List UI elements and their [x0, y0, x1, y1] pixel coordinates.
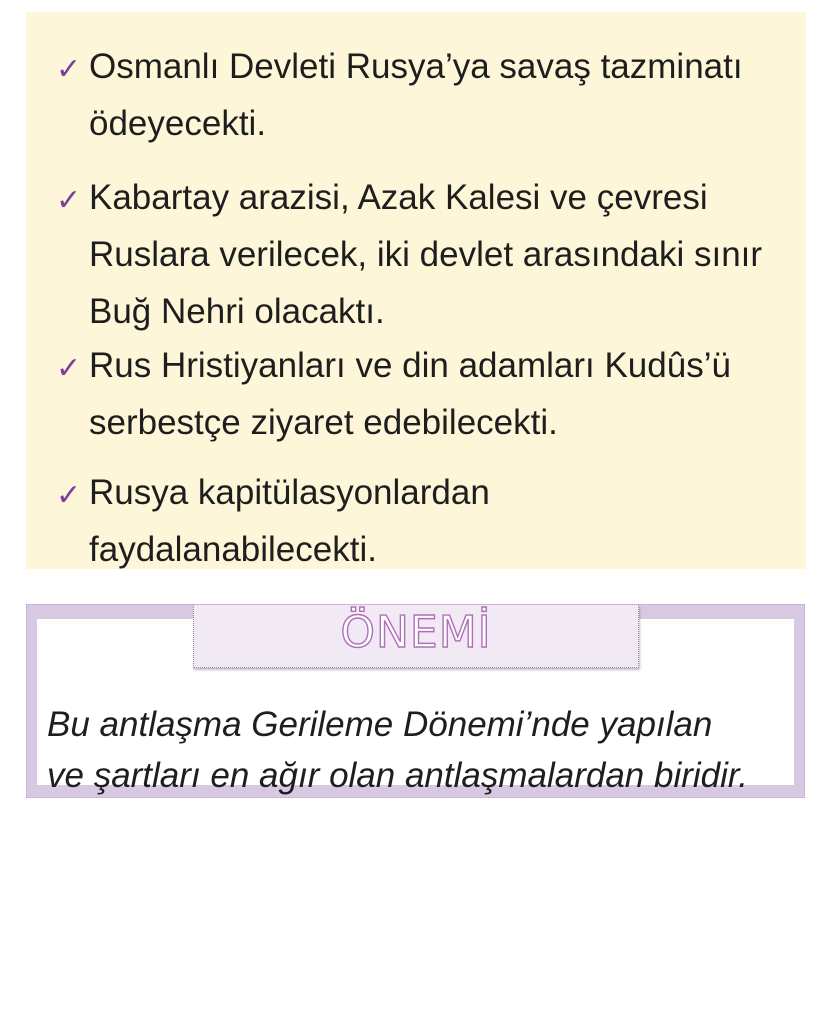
- list-item-text: Rusya kapitülasyonlardan faydalanabilecekti.: [89, 473, 490, 569]
- list-item-text: Rus Hristiyanları ve din adamları Kudûs’ü serbestçe ziyaret edebilecekti.: [89, 346, 731, 442]
- check-icon: ✓: [56, 183, 82, 218]
- list-item-text: Osmanlı Devleti Rusya’ya savaş tazminatı ödeyecekti.: [89, 47, 743, 143]
- bullet-list-box: [26, 12, 806, 569]
- note-title-tab: [193, 605, 639, 668]
- note-text: Bu antlaşma Gerileme Dönemi’nde yapılan ve şartları en ağır olan antlaşmalardan biridir.: [47, 705, 748, 795]
- check-icon: ✓: [56, 351, 82, 386]
- check-icon: ✓: [56, 52, 82, 87]
- importance-note-box: [26, 604, 805, 798]
- list-item-text: Kabartay arazisi, Azak Kalesi ve çevresi Ruslara verilecek, iki devlet arasındaki sınır Buğ Nehri olacaktı.: [89, 178, 763, 331]
- check-icon: ✓: [56, 478, 82, 513]
- note-title: ÖNEMİ: [340, 607, 492, 658]
